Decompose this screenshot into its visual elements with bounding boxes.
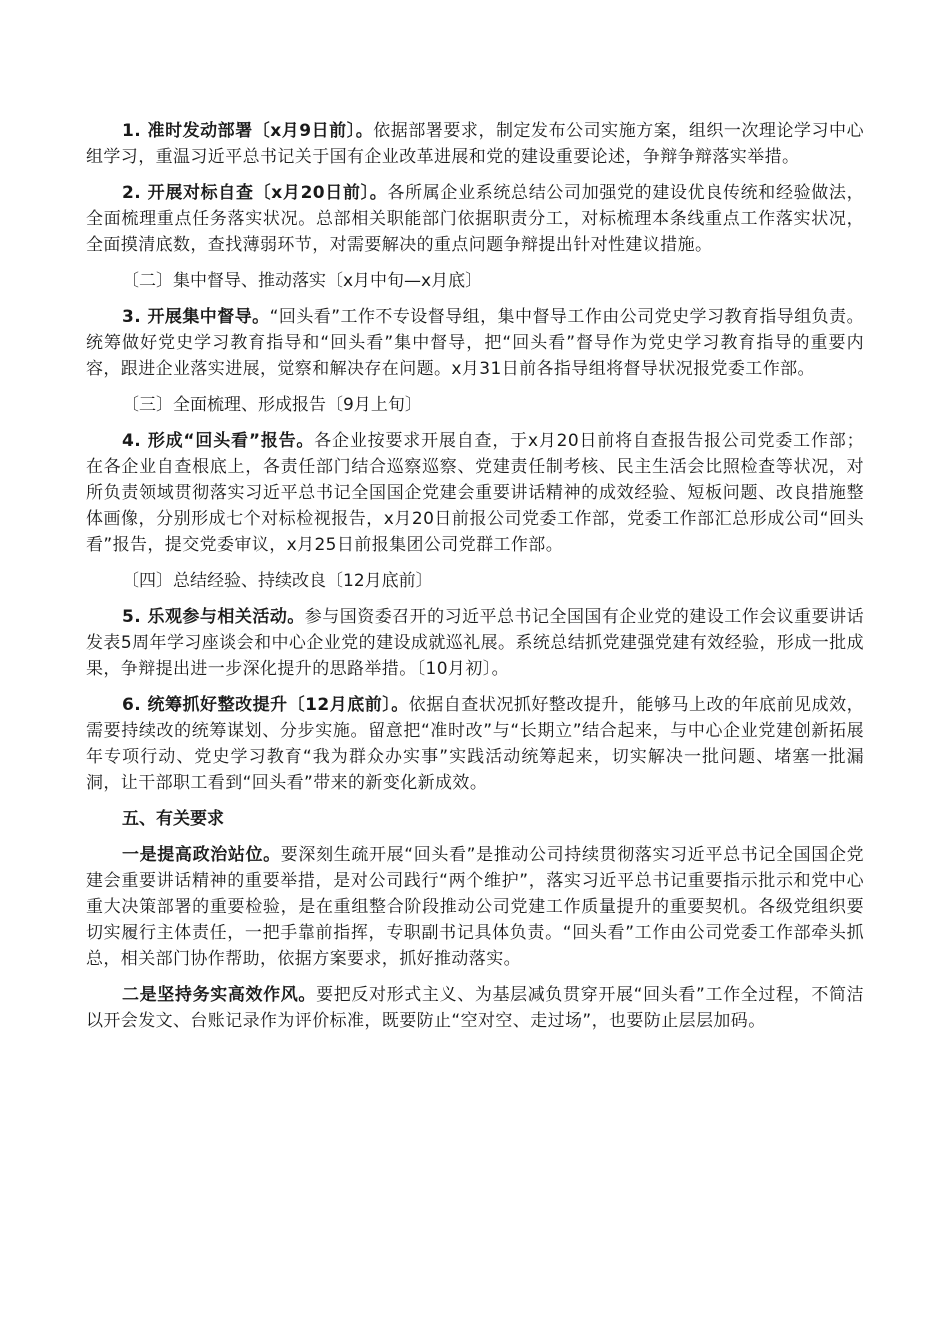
paragraph-item-2 bbox=[86, 180, 864, 258]
paragraph-item-4 bbox=[86, 428, 864, 558]
paragraph-heading: 6. 统筹抓好整改提升〔12月底前〕。 bbox=[122, 695, 409, 715]
paragraph-text: 参与国资委召开的习近平总书记全国国有企业党的建设工作会议重要讲话发表5周年学习座谈会和中心企业党的建设成就巡礼展。系统总结抓党建强党建有效经验，形成一批成果，争辩提出进一步深化提升的思路举措。〔10月初〕。 bbox=[86, 607, 864, 679]
paragraph-heading: 二是坚持务实高效作风。 bbox=[122, 985, 317, 1005]
section-text: 五、有关要求 bbox=[122, 809, 224, 829]
paragraph-text: 依据部署要求，制定发布公司实施方案，组织一次理论学习中心组学习，重温习近平总书记关于国有企业改革进展和党的建设重要论述，争辩争辩落实举措。 bbox=[86, 121, 864, 167]
paragraph-item-6 bbox=[86, 692, 864, 796]
paragraph-text: 要深刻生疏开展“回头看”是推动公司持续贯彻落实习近平总书记全国国企党建会重要讲话精神的重要举措，是对公司践行“两个维护”，落实习近平总书记重要指示批示和党中心重大决策部署的重要检验，是在重组整合阶段推动公司党建工作质量提升的重要契机。各级党组织要切实履行主体责任，一把手靠前指挥，专职副书记具体负责。“回头看”工作由公司党委工作部牵头抓总，相关部门协作帮助，依据方案要求，抓好推动落实。 bbox=[86, 845, 864, 969]
paragraph-item-3 bbox=[86, 304, 864, 382]
paragraph-item-1 bbox=[86, 118, 864, 170]
subsection-heading-2 bbox=[86, 268, 864, 294]
section-heading-5 bbox=[86, 806, 864, 832]
paragraph-heading: 4. 形成“回头看”报告。 bbox=[122, 431, 315, 451]
paragraph-text: 要把反对形式主义、为基层减负贯穿开展“回头看”工作全过程，不简洁以开会发文、台账记录作为评价标准，既要防止“空对空、走过场”，也要防止层层加码。 bbox=[86, 985, 864, 1031]
paragraph-heading: 3. 开展集中督导。 bbox=[122, 307, 270, 327]
subsection-heading-4 bbox=[86, 568, 864, 594]
subsection-text: 〔三〕全面梳理、形成报告〔9月上旬〕 bbox=[122, 395, 422, 415]
paragraph-text: 依据自查状况抓好整改提升，能够马上改的年底前见成效，需要持续改的统筹谋划、分步实施。留意把“准时改”与“长期立”结合起来，与中心企业党建创新拓展年专项行动、党史学习教育“我为群众办实事”实践活动统筹起来，切实解决一批问题、堵塞一批漏洞，让干部职工看到“回头看”带来的新变化新成效。 bbox=[86, 695, 865, 793]
requirement-paragraph-1 bbox=[86, 842, 864, 972]
requirement-paragraph-2 bbox=[86, 982, 864, 1034]
subsection-text: 〔四〕总结经验、持续改良〔12月底前〕 bbox=[122, 571, 433, 591]
paragraph-text: 各企业按要求开展自查，于x月20日前将自查报告报公司党委工作部；在各企业自查根底上，各责任部门结合巡察巡察、党建责任制考核、民主生活会比照检查等状况，对所负责领域贯彻落实习近平总书记全国国企党建会重要讲话精神的成效经验、短板问题、改良措施整体画像，分别形成七个对标检视报告，x月20日前报公司党委工作部，党委工作部汇总形成公司“回头看”报告，提交党委审议，x月25日前报集团公司党群工作部。 bbox=[86, 431, 864, 555]
paragraph-heading: 1. 准时发动部署〔x月9日前〕。 bbox=[122, 121, 374, 141]
paragraph-heading: 一是提高政治站位。 bbox=[122, 845, 281, 865]
subsection-text: 〔二〕集中督导、推动落实〔x月中旬—x月底〕 bbox=[122, 271, 483, 291]
subsection-heading-3 bbox=[86, 392, 864, 418]
paragraph-heading: 2. 开展对标自查〔x月20日前〕。 bbox=[122, 183, 388, 203]
paragraph-text: 各所属企业系统总结公司加强党的建设优良传统和经验做法，全面梳理重点任务落实状况。总部相关职能部门依据职责分工，对标梳理本条线重点工作落实状况，全面摸清底数，查找薄弱环节，对需要解决的重点问题争辩提出针对性建议措施。 bbox=[86, 183, 864, 255]
paragraph-heading: 5. 乐观参与相关活动。 bbox=[122, 607, 305, 627]
paragraph-item-5 bbox=[86, 604, 864, 682]
paragraph-text: “回头看”工作不专设督导组，集中督导工作由公司党史学习教育指导组负责。统筹做好党史学习教育指导和“回头看”集中督导，把“回头看”督导作为党史学习教育指导的重要内容，跟进企业落实进展，觉察和解决存在问题。x月31日前各指导组将督导状况报党委工作部。 bbox=[86, 307, 864, 379]
